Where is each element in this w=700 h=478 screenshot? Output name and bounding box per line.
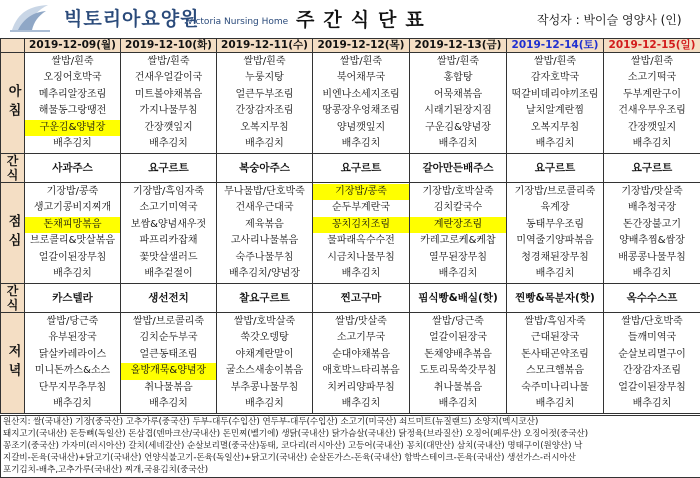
menu-item: 배추김치 (438, 398, 478, 409)
snack-item: 요구르트 (507, 154, 604, 183)
menu-item: 배추김치 (535, 398, 575, 409)
menu-item: 쑥갓오뎅탕 (240, 332, 289, 343)
lunch-cell (313, 183, 410, 284)
menu-item: 꽁치김치조림 (313, 217, 409, 234)
menu-item: 제육볶음 (245, 218, 284, 230)
date-header: 2019-12-13(금) (410, 39, 507, 53)
menu-item: 굴소스새송이볶음 (225, 365, 304, 376)
menu-item: 배추김치 (53, 268, 92, 279)
menu-item: 열무된장무침 (429, 251, 487, 263)
lunch-cell (507, 183, 604, 284)
menu-item: 배추김치/양념장 (229, 268, 300, 279)
menu-item: 건새우얼갈이국 (134, 72, 203, 83)
dinner-cell (410, 313, 507, 414)
menu-item: 배추김치 (632, 268, 672, 279)
menu-item: 애호박느타리볶음 (322, 365, 400, 376)
lunch-cell (121, 183, 217, 284)
menu-item: 얼갈이된장무침 (618, 381, 686, 393)
snack-item: 갈아만든배주스 (410, 154, 507, 183)
date-header: 2019-12-09(월) (25, 39, 121, 53)
menu-item: 근대된장국 (530, 332, 580, 343)
menu-item: 얼갈이된장무침 (38, 251, 107, 263)
menu-item: 도토리묵쑥갓무침 (419, 365, 497, 376)
menu-item: 메추리알장조림 (38, 88, 107, 100)
menu-item: 오복지무침 (530, 121, 580, 133)
menu-item: 홍합탕 (443, 72, 473, 83)
menu-item: 배추김치 (245, 138, 284, 149)
menu-item: 누룽지탕 (245, 72, 284, 83)
menu-item: 감자호박국 (530, 72, 580, 83)
menu-item: 배추김치 (341, 398, 381, 409)
menu-item: 김치순두부국 (139, 332, 198, 343)
snack-item: 찐빵&목분자(핫) (507, 284, 604, 313)
menu-item: 야채계란말이 (235, 348, 294, 360)
menu-item: 쌀밥/단호박죽 (621, 315, 683, 327)
menu-item: 배추김치 (632, 398, 672, 409)
date-header: 2019-12-14(토) (507, 39, 604, 53)
menu-item: 순대야채볶음 (332, 348, 390, 360)
menu-item: 쌀밥/브로콜리죽 (133, 315, 204, 327)
snack-item: 복숭아주스 (217, 154, 313, 183)
menu-item: 미니돈까스&소스 (34, 365, 111, 376)
page-title: 주간식단표 (296, 9, 433, 31)
menu-item: 돈채피망볶음 (25, 217, 120, 234)
menu-item: 간장깻잎지 (144, 121, 193, 133)
menu-item: 날치알계란찜 (526, 105, 584, 116)
nursing-home-logo-icon (8, 2, 52, 34)
menu-item: 돈간장불고기 (623, 218, 681, 230)
corner-cell (1, 39, 25, 53)
menu-item: 해물동그랑땡전 (38, 105, 107, 116)
menu-item: 단무지무추무침 (38, 381, 107, 393)
menu-item: 배추김치 (535, 138, 575, 149)
menu-item: 파프리카잡채 (139, 235, 198, 246)
menu-item: 소고기무국 (336, 332, 386, 343)
menu-item: 돈사태곤약조림 (521, 348, 589, 360)
menu-item: 동태무우조림 (526, 218, 584, 230)
menu-item: 비엔나소세지조림 (322, 88, 400, 100)
menu-item: 북어채무국 (336, 72, 386, 83)
lunch-cell (410, 183, 507, 284)
breakfast-cell (604, 53, 700, 154)
snack-item: 카스텔라 (25, 284, 121, 313)
lunch-cell (25, 183, 121, 284)
menu-item: 쌀밥/흰죽 (533, 55, 576, 67)
snack-label: 간식 (1, 154, 25, 183)
menu-item: 배추김치 (53, 138, 92, 149)
menu-item: 쌀밥/맛살죽 (335, 315, 387, 327)
menu-item: 건새우근대국 (235, 202, 294, 213)
menu-item: 기장밥/콩죽 (46, 185, 99, 197)
menu-item: 청경채된장무침 (521, 251, 589, 263)
dinner-cell (121, 313, 217, 414)
snack-item: 핌식빵&배실(핫) (410, 284, 507, 313)
menu-item: 쌀밥/흑임자죽 (524, 315, 586, 327)
menu-item: 무나물밥/단호박죽 (224, 185, 305, 197)
menu-item: 숙주나물무침 (235, 251, 294, 263)
menu-item: 닭살카레라이스 (38, 348, 107, 360)
breakfast-cell (507, 53, 604, 154)
menu-item: 시래기된장지짐 (424, 105, 492, 116)
snack2-row (1, 284, 700, 313)
author-line: 작성자 : 박이슬 영양사 (인) (537, 13, 682, 27)
menu-item: 브로콜리&맛살볶음 (29, 235, 116, 246)
snack-item: 요구르트 (604, 154, 700, 183)
menu-item: 양배추찜&쌈장 (619, 235, 685, 246)
menu-item: 순두부계란국 (332, 202, 390, 213)
date-header: 2019-12-11(수) (217, 39, 313, 53)
menu-item: 쌀밥/흰죽 (630, 55, 673, 67)
menu-item: 양념깻잎지 (336, 121, 386, 133)
lunch-cell (604, 183, 700, 284)
origin-line: 지갈비-돈육(국내산)+닭고기(국내산) 언양식불고기-돈육(독일산)+닭고기(국내산) 순살돈가스-돈육(국내산) 함박스테이크-돈육(국내산) 생선가스-러시아산 (3, 453, 576, 463)
menu-item: 미트볼야채볶음 (134, 88, 203, 100)
menu-item: 쌀밥/흰죽 (51, 55, 94, 67)
menu-item: 들깨미역국 (627, 332, 677, 343)
origin-line: 포기김치-배추,고추가루(국내산) 찌개,국용김치(중국산) (3, 465, 209, 475)
date-header: 2019-12-12(목) (313, 39, 410, 53)
menu-item: 오복지무침 (240, 121, 289, 133)
meal-label-breakfast (1, 53, 25, 154)
breakfast-cell (313, 53, 410, 154)
breakfast-cell (410, 53, 507, 154)
snack1-row (1, 154, 700, 183)
weekly-menu-table (0, 38, 700, 414)
menu-item: 취나물볶음 (433, 381, 483, 393)
snack-item: 요구르트 (121, 154, 217, 183)
menu-item: 꽃맛살샐러드 (139, 251, 198, 263)
menu-item: 배추김치 (149, 398, 188, 409)
snack-item: 생선전치 (121, 284, 217, 313)
menu-item: 치커리양파무침 (327, 381, 395, 393)
menu-item: 배추김치 (438, 138, 478, 149)
origin-line: 원산지: 쌀(국내산) 기장(중국산) 고추가루(중국산) 두부-대두(수입산) 연두부-대두(수입산) 소고기(미국산) 쇠드미트(뉴질랜드) 소양지(멕시코산) (3, 417, 539, 427)
menu-item: 배콩콩나물무침 (618, 251, 686, 263)
menu-item: 얼큰동태조림 (139, 348, 198, 360)
meal-label-text: 아침 (5, 84, 21, 122)
menu-item: 쌀밥/호박살죽 (233, 315, 296, 327)
menu-item: 쌀밥/흰죽 (436, 55, 479, 67)
date-header: 2019-12-10(화) (121, 39, 217, 53)
dinner-cell (217, 313, 313, 414)
menu-item: 쌀밥/당근죽 (46, 315, 99, 327)
origin-line: 꽁조기(중국산) 가자미(러시아산) 갈치(세네갈산) 순살보리멸(중국산)동태, 코다리(러시아산) 고등어(국내산) 꽁치(대만산) 삼치(국내산) 명태구이(원양산) 낙 (3, 441, 583, 451)
lunch-cell (217, 183, 313, 284)
meal-label-lunch (1, 183, 25, 284)
menu-item: 물파래옥수수전 (327, 235, 395, 246)
menu-item: 스모크햄볶음 (526, 365, 584, 376)
menu-item: 돈채양배추볶음 (424, 348, 492, 360)
menu-item: 기장밥/브로콜리죽 (514, 185, 596, 197)
menu-item: 떡갈비데리야끼조림 (511, 88, 599, 100)
menu-item: 유부된장국 (48, 332, 97, 343)
menu-item: 배추김치 (438, 268, 478, 279)
menu-item: 쌀밥/당근죽 (432, 315, 484, 327)
menu-item: 배추김치 (535, 268, 575, 279)
menu-item: 취나물볶음 (144, 381, 193, 393)
menu-item: 배추김치 (53, 398, 92, 409)
meal-label-text: 점심 (5, 214, 21, 252)
dinner-cell (25, 313, 121, 414)
meal-label-dinner (1, 313, 25, 414)
menu-item: 배추청국장 (627, 202, 677, 213)
menu-item: 기장밥/맛살죽 (621, 185, 683, 197)
menu-item: 배추김치 (245, 398, 284, 409)
menu-item: 계란장조림 (410, 217, 506, 234)
header (0, 0, 700, 38)
snack-label: 간식 (1, 284, 25, 313)
menu-item: 간장감자조림 (235, 105, 294, 116)
menu-item: 간장감자조림 (623, 365, 681, 376)
menu-item: 숙주미나리나물 (521, 381, 589, 393)
menu-item: 쌀밥/흰죽 (147, 55, 190, 67)
snack-item: 옥수수스프 (604, 284, 700, 313)
date-header-row (1, 39, 700, 53)
snack-item: 사과주스 (25, 154, 121, 183)
menu-item: 가지나물무침 (139, 105, 198, 116)
brand-name: 빅토리아요양원 (64, 8, 200, 30)
menu-item: 기장밥/호박살죽 (422, 185, 494, 197)
dinner-cell (507, 313, 604, 414)
menu-item: 간장깻잎지 (627, 121, 677, 133)
menu-item: 부추콩나물무침 (230, 381, 299, 393)
breakfast-cell (25, 53, 121, 154)
dinner-cell (604, 313, 700, 414)
menu-item: 순살보리멸구이 (618, 348, 686, 360)
origin-notice (0, 415, 700, 478)
menu-item: 배추겉절이 (144, 268, 193, 279)
menu-item: 오징어호박국 (43, 72, 102, 83)
menu-item: 보쌈&양념새우젓 (130, 218, 207, 230)
dinner-cell (313, 313, 410, 414)
menu-item: 육계장 (540, 202, 570, 213)
breakfast-row (1, 53, 700, 154)
menu-item: 두부계란구이 (623, 88, 681, 100)
menu-item: 소고기미역국 (139, 202, 198, 213)
menu-item: 얼갈이된장국 (429, 332, 487, 343)
menu-item: 어묵채볶음 (433, 88, 483, 100)
menu-item: 배추김치 (632, 138, 672, 149)
menu-item: 김치칼국수 (433, 202, 483, 213)
menu-item: 구운김&양념장 (25, 120, 120, 137)
menu-item: 땅콩장우엉채조림 (322, 105, 400, 116)
breakfast-cell (121, 53, 217, 154)
menu-item: 생고기콩비지찌개 (33, 202, 112, 213)
menu-item: 시금치나물무침 (327, 251, 395, 263)
menu-item: 미역줄기양파볶음 (516, 235, 594, 246)
menu-item: 소고기떡국 (627, 72, 677, 83)
menu-item: 고사리나물볶음 (230, 235, 299, 246)
menu-item: 배추김치 (341, 138, 381, 149)
menu-item: 쌀밥/흰죽 (243, 55, 286, 67)
menu-item: 건새우무우조림 (618, 105, 686, 116)
menu-item: 카레고로케&케찹 (420, 235, 496, 246)
brand-english-name: Victoria Nursing Home (187, 17, 289, 27)
breakfast-cell (217, 53, 313, 154)
menu-item: 기장밥/흑임자죽 (133, 185, 204, 197)
menu-item: 올방개묵&양념장 (121, 363, 216, 380)
dinner-row (1, 313, 700, 414)
origin-line: 돼지고기(국내산) 돈등뼈(독일산) 돈삼겹(덴마크산/국내산) 돈민찌(벨기에) 생닭(국내산) 닭가슴살(국내산) 닭정육(브라질산) 오징어(페루산) 오징어젓(중국산) (3, 429, 589, 439)
lunch-row (1, 183, 700, 284)
snack-item: 찐고구마 (313, 284, 410, 313)
menu-item: 얼큰두부조림 (235, 88, 294, 100)
menu-item: 기장밥/콩죽 (313, 184, 409, 201)
snack-item: 요구르트 (313, 154, 410, 183)
meal-label-text: 저녁 (5, 344, 21, 382)
menu-item: 배추김치 (341, 268, 381, 279)
date-header: 2019-12-15(일) (604, 39, 700, 53)
menu-item: 배추김치 (149, 138, 188, 149)
menu-item: 구운김&양념장 (425, 121, 491, 133)
menu-item: 쌀밥/흰죽 (339, 55, 382, 67)
snack-item: 찰요구르트 (217, 284, 313, 313)
